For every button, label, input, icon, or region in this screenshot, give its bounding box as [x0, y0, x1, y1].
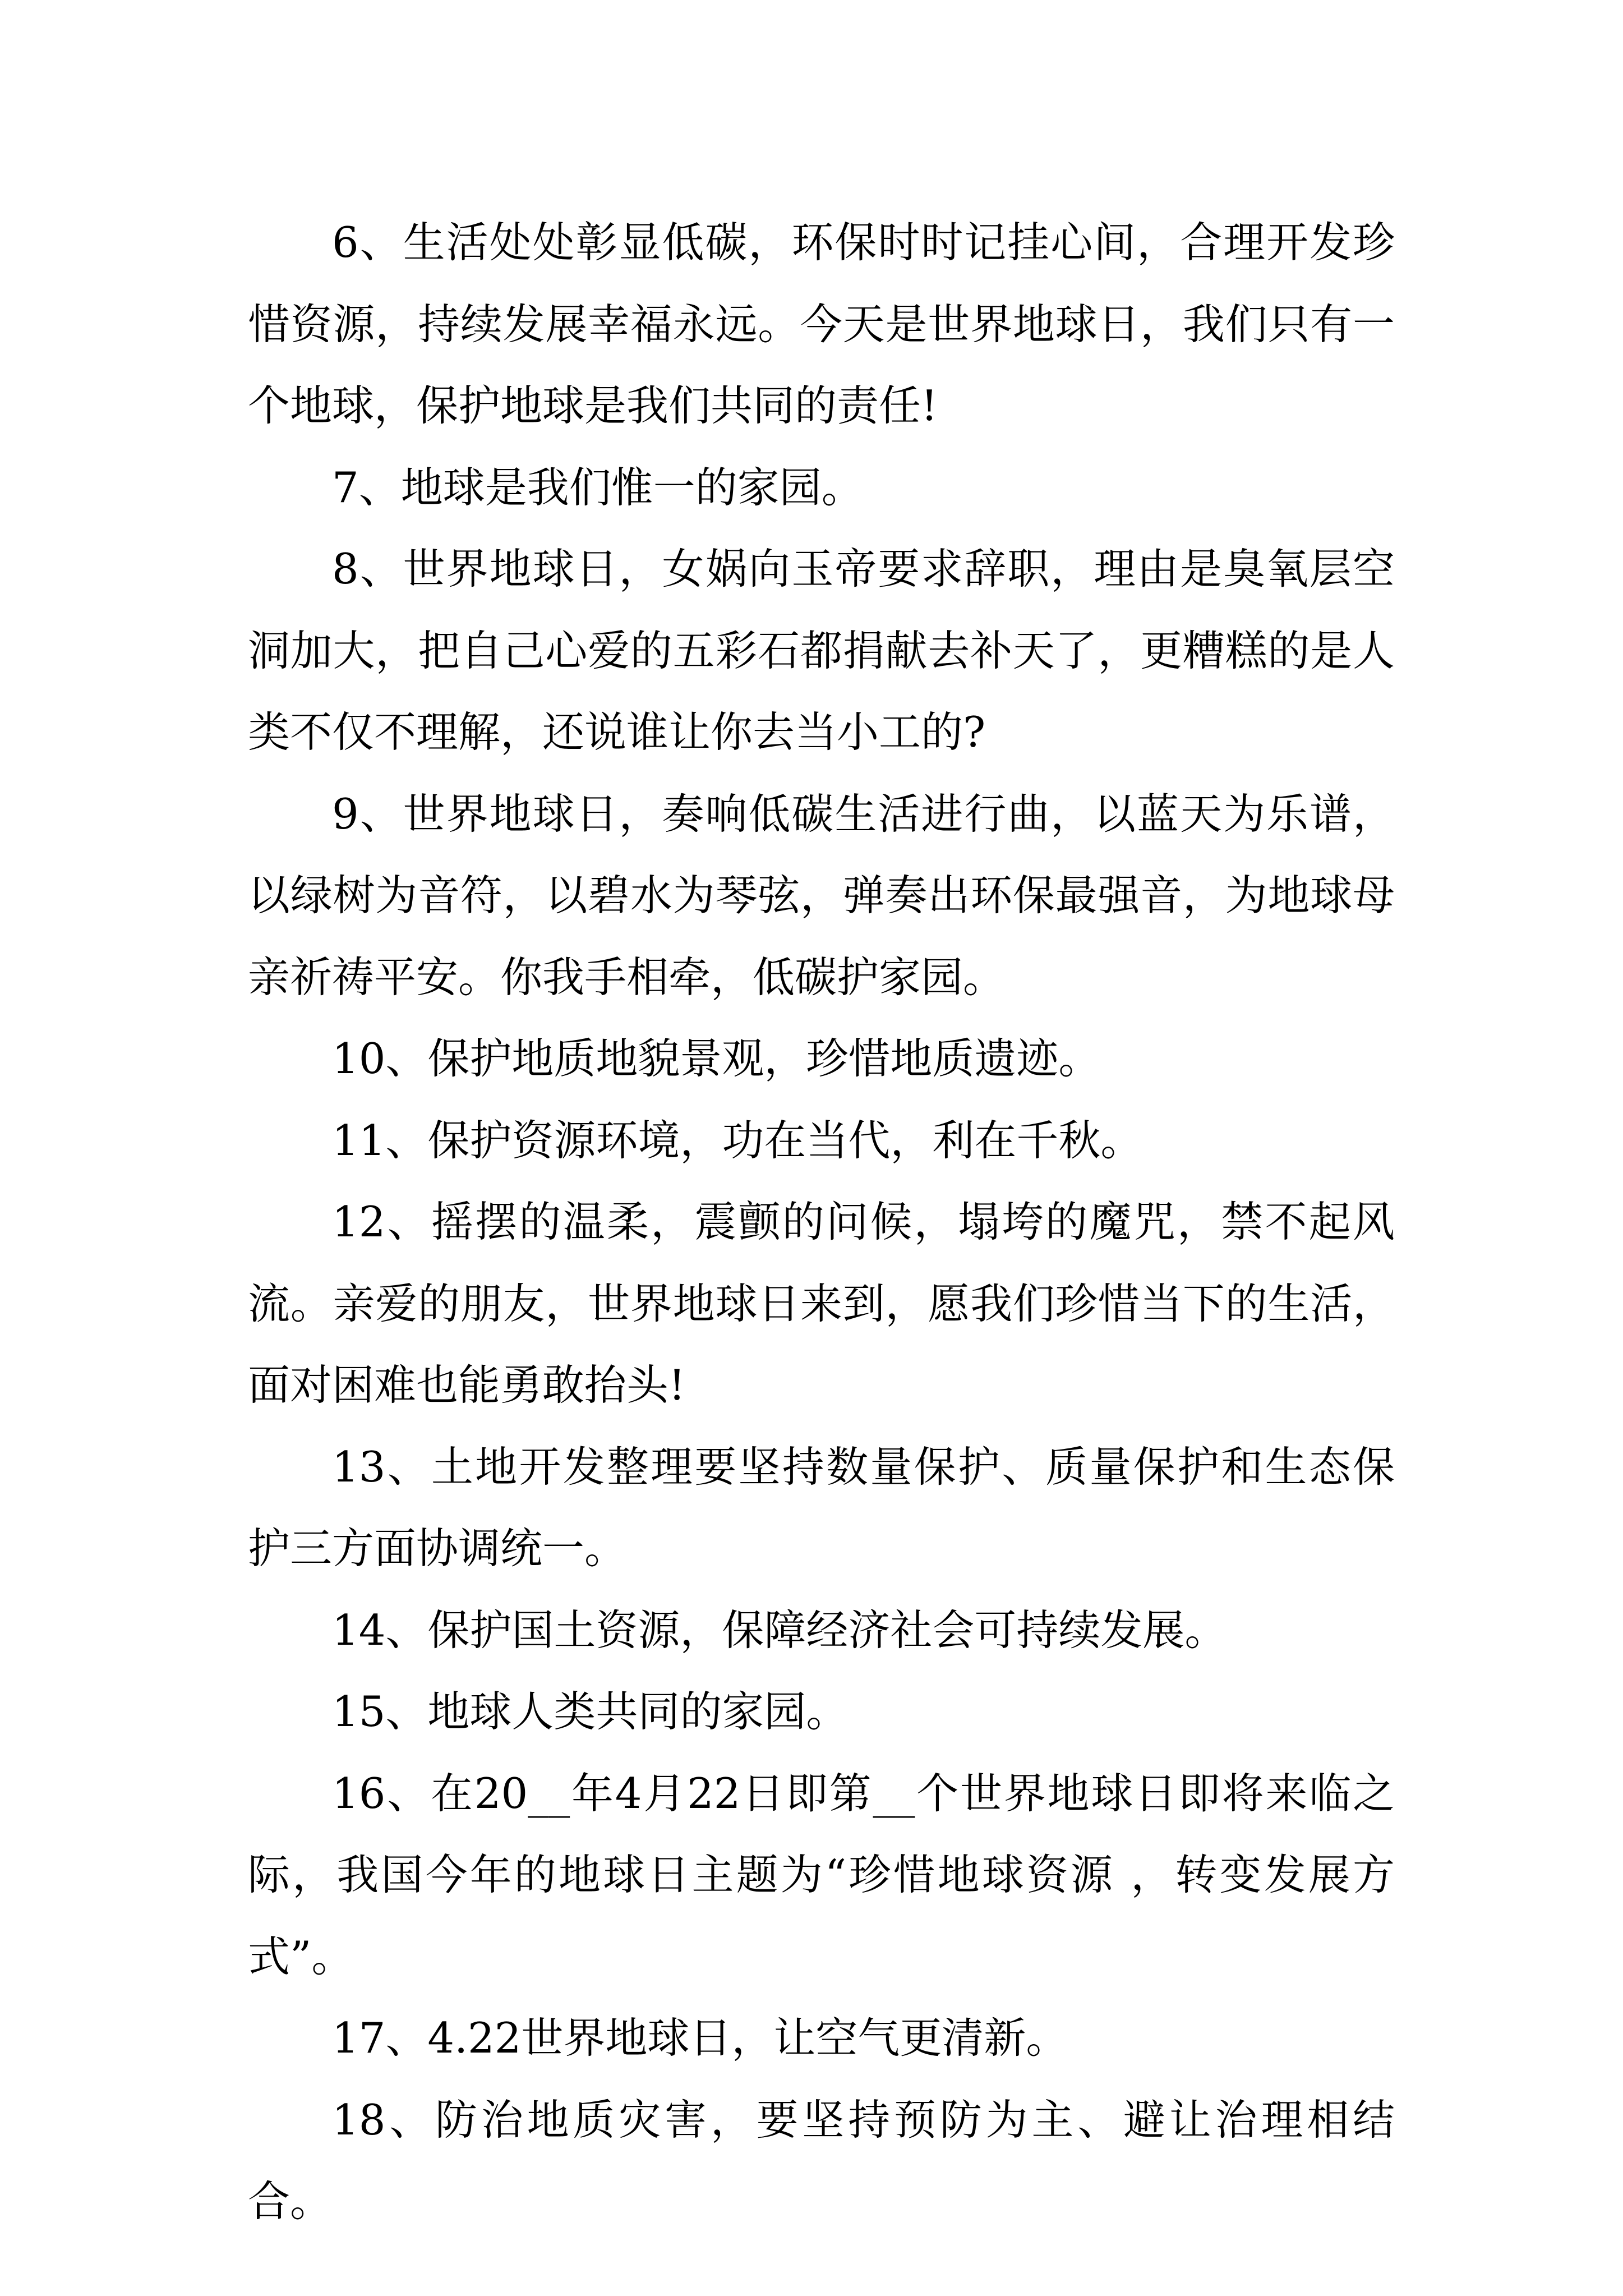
- paragraph-11: 11、保护资源环境，功在当代，利在千秋。: [332, 1115, 1143, 1165]
- paragraph-18: 18、防治地质灾害，要坚持预防为主、避让治理相结合。: [248, 2095, 1395, 2226]
- paragraph-10: 10、保护地质地貌景观，珍惜地质遗迹。: [332, 1034, 1101, 1083]
- paragraph-16: 16、在20__年4月22日即第__个世界地球日即将来临之际，我国今年的地球日主题为“珍惜地球资源 ，转变发展方式”。: [248, 1768, 1395, 1981]
- paragraph-8: 8、世界地球日，女娲向玉帝要求辞职，理由是臭氧层空洞加大，把自己心爱的五彩石都捐献去补天了，更糟糕的是人类不仅不理解，还说谁让你去当小工的?: [248, 544, 1395, 757]
- document-body: [248, 202, 1395, 2243]
- paragraph-12: 12、摇摆的温柔，震颤的问候，塌垮的魔咒，禁不起风流。亲爱的朋友，世界地球日来到，愿我们珍惜当下的生活，面对困难也能勇敢抬头!: [248, 1197, 1395, 1410]
- paragraph-15: 15、地球人类共同的家园。: [332, 1687, 849, 1736]
- paragraph-17: 17、4.22世界地球日，让空气更清新。: [332, 2013, 1068, 2063]
- paragraph-7: 7、地球是我们惟一的家园。: [332, 462, 864, 512]
- paragraph-14: 14、保护国土资源，保障经济社会可持续发展。: [332, 1605, 1227, 1655]
- paragraph-6: 6、生活处处彰显低碳，环保时时记挂心间，合理开发珍惜资源，持续发展幸福永远。今天是世界地球日，我们只有一个地球，保护地球是我们共同的责任!: [248, 218, 1395, 430]
- paragraph-9: 9、世界地球日，奏响低碳生活进行曲，以蓝天为乐谱，以绿树为音符，以碧水为琴弦，弹奏出环保最强音，为地球母亲祈祷平安。你我手相牵，低碳护家园。: [248, 789, 1395, 1002]
- paragraph-13: 13、土地开发整理要坚持数量保护、质量保护和生态保护三方面协调统一。: [248, 1442, 1395, 1573]
